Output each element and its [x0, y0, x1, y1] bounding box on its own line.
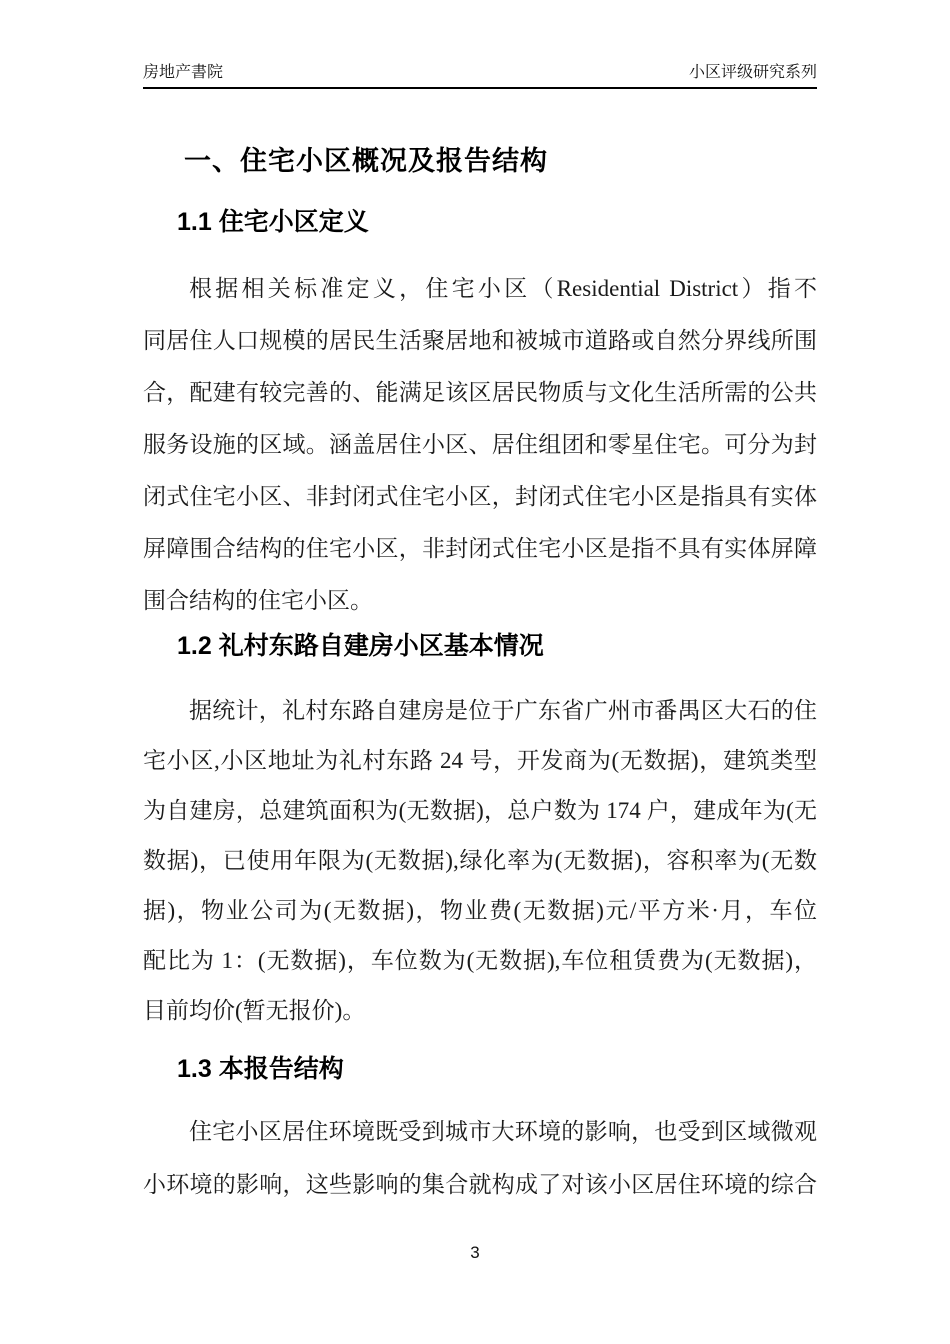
text-line: 屏障围合结构的住宅小区，非封闭式住宅小区是指不具有实体屏障	[143, 536, 817, 561]
text-line: 小环境的影响，这些影响的集合就构成了对该小区居住环境的综合	[143, 1172, 817, 1197]
page-number: 3	[470, 1243, 480, 1262]
text-line: 数据)，已使用年限为(无数据),绿化率为(无数据)，容积率为(无数	[143, 848, 817, 873]
paragraph-section-1-1	[143, 263, 817, 627]
text-line: 为自建房，总建筑面积为(无数据)，总户数为 174 户，建成年为(无	[143, 798, 817, 823]
text-line: 闭式住宅小区、非封闭式住宅小区，封闭式住宅小区是指具有实体	[143, 484, 817, 509]
text-line: 据统计，礼村东路自建房是位于广东省广州市番禺区大石的住	[189, 698, 817, 723]
paragraph-section-1-3	[143, 1105, 817, 1211]
text-line: 据)，物业公司为(无数据)，物业费(无数据)元/平方米·月，车位	[143, 898, 817, 923]
text-line: 住宅小区居住环境既受到城市大环境的影响，也受到区域微观	[189, 1119, 817, 1144]
section-heading-1-1: 1.1 住宅小区定义	[177, 208, 369, 236]
header-left-text: 房地产書院	[143, 64, 224, 81]
header-rule	[143, 87, 817, 89]
text-line: 根据相关标准定义，住宅小区（Residential District）指不	[189, 276, 817, 301]
text-line: 目前均价(暂无报价)。	[143, 998, 366, 1023]
section-heading-1-2: 1.2 礼村东路自建房小区基本情况	[177, 632, 544, 660]
header-right-text: 小区评级研究系列	[688, 64, 817, 81]
text-line: 同居住人口规模的居民生活聚居地和被城市道路或自然分界线所围	[143, 328, 817, 353]
text-line: 围合结构的住宅小区。	[143, 588, 373, 613]
section-heading-1-3: 1.3 本报告结构	[177, 1055, 344, 1083]
text-line: 配比为 1：(无数据)，车位数为(无数据),车位租赁费为(无数据)，	[143, 948, 817, 973]
chapter-title: 一、住宅小区概况及报告结构	[184, 146, 548, 176]
text-line: 服务设施的区域。涵盖居住小区、居住组团和零星住宅。可分为封	[143, 432, 817, 457]
paragraph-section-1-2	[143, 686, 817, 1036]
text-line: 合，配建有较完善的、能满足该区居民物质与文化生活所需的公共	[143, 380, 817, 405]
text-line: 宅小区,小区地址为礼村东路 24 号，开发商为(无数据)，建筑类型	[143, 748, 817, 773]
